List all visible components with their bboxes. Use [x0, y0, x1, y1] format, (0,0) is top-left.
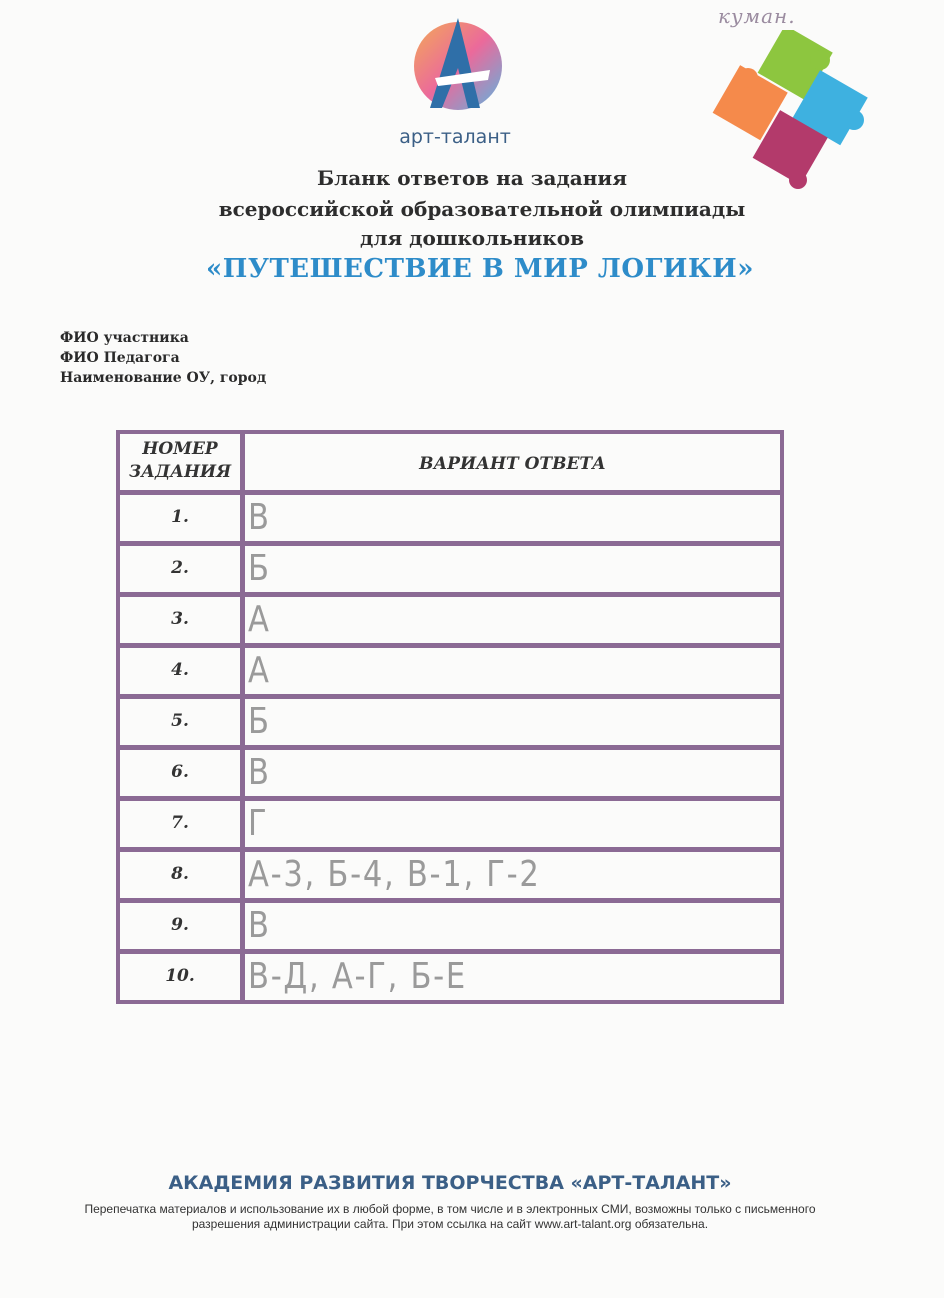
- heading-line-1: Бланк ответов на задания: [317, 166, 627, 190]
- table-row: [120, 954, 780, 1000]
- art-talant-logo: [400, 8, 510, 118]
- table-row: [120, 648, 780, 699]
- answer-field[interactable]: В-Д, А-Г, Б-Е: [248, 956, 467, 997]
- answer-field[interactable]: Г: [248, 803, 269, 844]
- olympiad-title: «ПУТЕШЕСТВИЕ В МИР ЛОГИКИ»: [206, 254, 754, 284]
- brand-name: арт-талант: [399, 126, 511, 148]
- task-number: 6.: [171, 762, 189, 782]
- task-number: 8.: [171, 864, 189, 884]
- heading-line-3: для дошкольников: [360, 226, 584, 250]
- answer-field[interactable]: Б: [248, 548, 271, 589]
- task-number: 1.: [171, 507, 189, 527]
- table-row: [120, 597, 780, 648]
- table-row: [120, 801, 780, 852]
- heading-line-2: всероссийской образовательной олимпиады: [218, 197, 746, 221]
- handwritten-corner-note: куман.: [718, 4, 796, 28]
- answer-field[interactable]: Б: [248, 701, 271, 742]
- answer-field[interactable]: А-3, Б-4, В-1, Г-2: [248, 854, 541, 895]
- table-header: [120, 434, 780, 495]
- table-row: [120, 495, 780, 546]
- participant-fields: [60, 328, 266, 388]
- field-school: Наименование ОУ, город: [60, 370, 267, 386]
- table-row: [120, 852, 780, 903]
- task-number: 2.: [171, 558, 189, 578]
- task-number: 10.: [165, 966, 195, 986]
- answer-table: [116, 430, 784, 1004]
- answer-field[interactable]: В: [248, 497, 271, 538]
- task-number: 9.: [171, 915, 189, 935]
- answer-field[interactable]: В: [248, 752, 271, 793]
- answer-field[interactable]: А: [248, 650, 271, 691]
- task-number: 3.: [171, 609, 189, 629]
- table-row: [120, 903, 780, 954]
- footer-copyright-text: Перепечатка материалов и использование их в любой форме, в том числе и в электронных СМИ, возможны только с письменного разрешения администрации сайта. При этом ссылка на сайт www.art-talant.org обязательна.: [84, 1202, 816, 1231]
- table-row: [120, 546, 780, 597]
- answer-field[interactable]: А: [248, 599, 271, 640]
- header-task-number: НОМЕР ЗАДАНИЯ: [128, 439, 232, 482]
- field-participant: ФИО участника: [60, 330, 189, 346]
- answer-field[interactable]: В: [248, 905, 271, 946]
- table-row: [120, 699, 780, 750]
- header-answer: ВАРИАНТ ОТВЕТА: [419, 454, 606, 474]
- task-number: 4.: [171, 660, 189, 680]
- table-row: [120, 750, 780, 801]
- task-number: 5.: [171, 711, 189, 731]
- field-teacher: ФИО Педагога: [60, 350, 180, 366]
- task-number: 7.: [171, 813, 189, 833]
- footer-title: АКАДЕМИЯ РАЗВИТИЯ ТВОРЧЕСТВА «АРТ-ТАЛАНТ»: [168, 1172, 732, 1194]
